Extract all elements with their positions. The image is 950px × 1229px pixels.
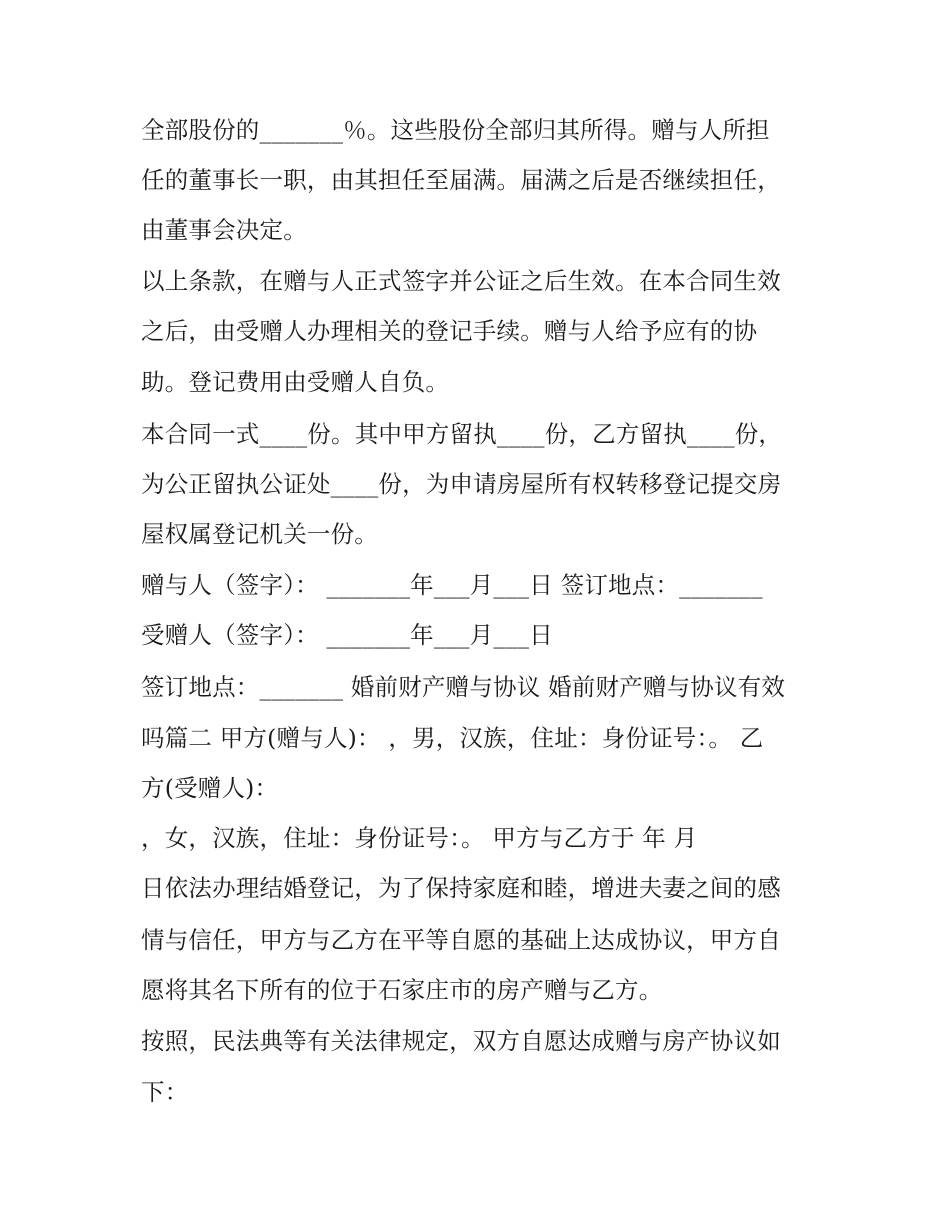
text-line-20: 下： (141, 1078, 189, 1106)
text-line-15: ，女，汉族，住址：身份证号：。 甲方与乙方于 年 月 (141, 824, 698, 852)
text-line-11: 受赠人（签字）： _______年___月___日 (141, 621, 553, 649)
text-line-16: 日依法办理结婚登记，为了保持家庭和睦，增进夫妻之间的感 (141, 874, 781, 902)
text-line-19: 按照，民法典等有关法律规定，双方自愿达成赠与房产协议如 (141, 1027, 781, 1055)
text-line-6: 助。登记费用由受赠人自负。 (141, 368, 450, 396)
text-line-1: 全部股份的_______％。这些股份全部归其所得。赠与人所担 (141, 116, 770, 144)
text-line-5: 之后，由受赠人办理相关的登记手续。赠与人给予应有的协 (141, 317, 758, 345)
text-line-12: 签订地点：_______ 婚前财产赠与协议 婚前财产赠与协议有效 (141, 673, 786, 701)
text-line-18: 愿将其名下所有的位于石家庄市的房产赠与乙方。 (141, 976, 663, 1004)
text-line-14: 方(受赠人)： (141, 774, 279, 802)
text-line-10: 赠与人（签字）： _______年___月___日 签订地点：_______ (141, 571, 763, 599)
text-line-2: 任的董事长一职，由其担任至届满。届满之后是否继续担任， (141, 166, 781, 194)
text-line-3: 由董事会决定。 (141, 216, 307, 244)
text-line-13: 吗篇二 甲方(赠与人)： ，男，汉族，住址：身份证号：。 乙 (141, 724, 764, 752)
text-line-17: 情与信任，甲方与乙方在平等自愿的基础上达成协议，甲方自 (141, 926, 781, 954)
text-line-4: 以上条款，在赠与人正式签字并公证之后生效。在本合同生效 (141, 267, 781, 295)
text-line-7: 本合同一式____份。其中甲方留执____份，乙方留执____份， (141, 420, 783, 448)
text-line-9: 屋权属登记机关一份。 (141, 520, 378, 548)
text-line-8: 为公正留执公证处____份，为申请房屋所有权转移登记提交房 (141, 470, 782, 498)
